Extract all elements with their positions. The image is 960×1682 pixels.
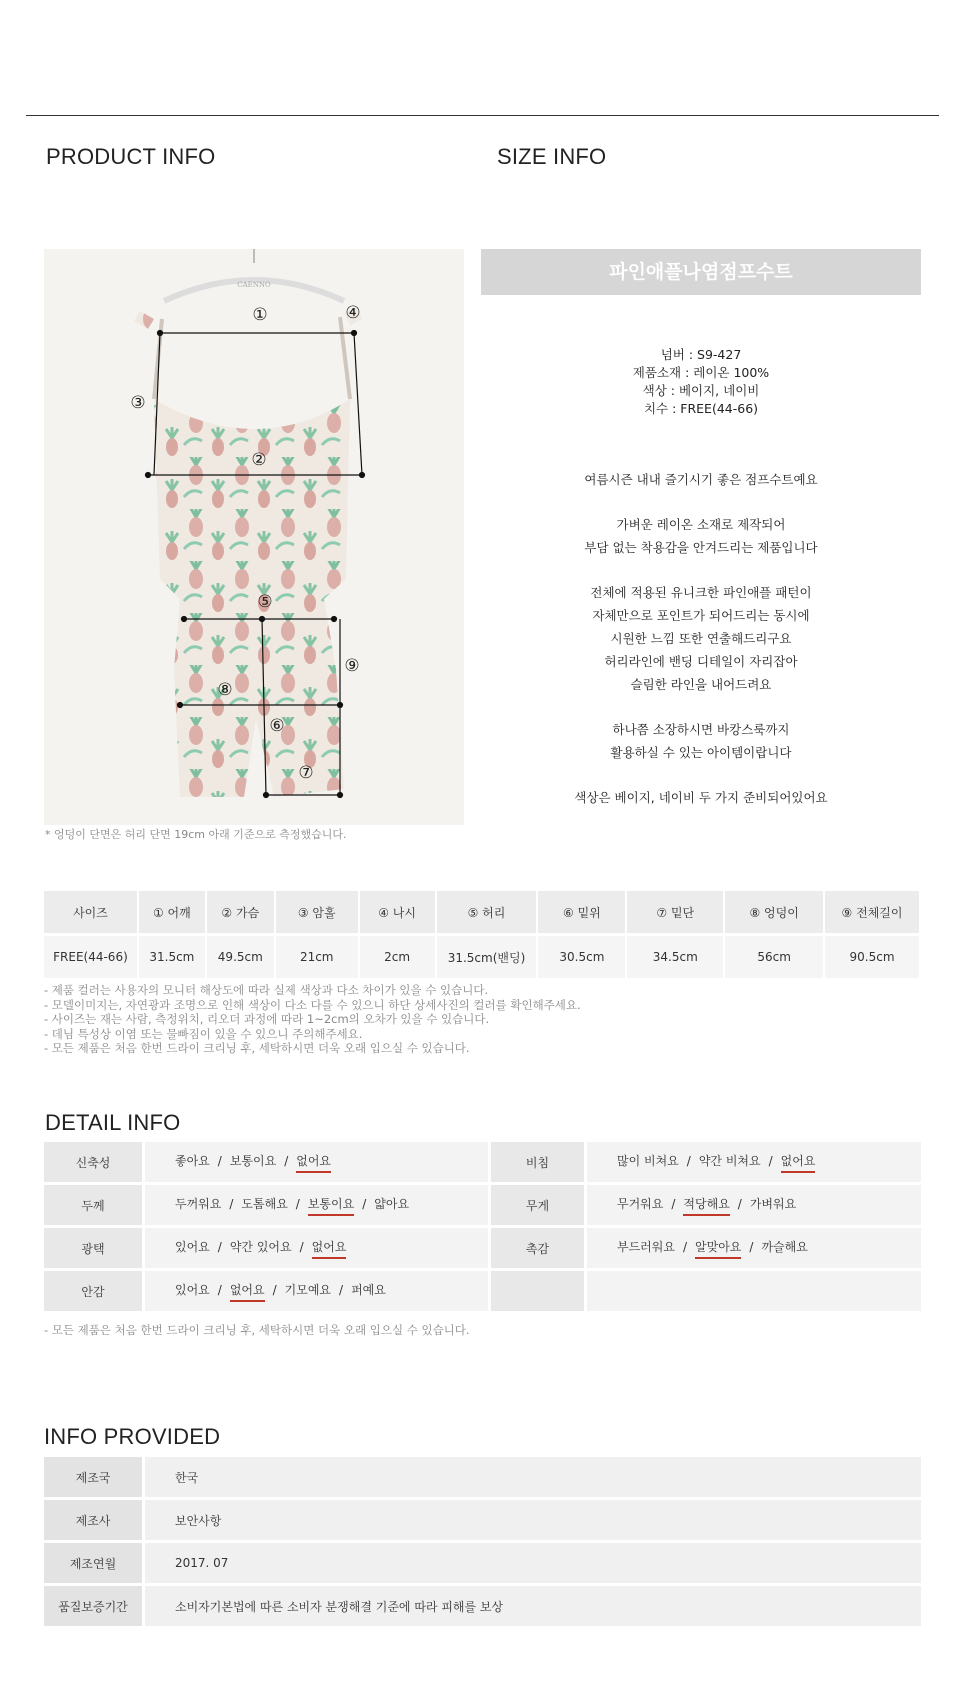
desc-line: 부담 없는 착용감을 안겨드리는 제품입니다: [584, 540, 818, 555]
info-value: 보안사항: [144, 1499, 922, 1542]
detail-option-selected: 없어요: [312, 1238, 347, 1259]
product-description: [481, 468, 921, 809]
detail-option: 두꺼워요: [175, 1196, 222, 1211]
size-cell: 90.5cm: [824, 935, 920, 979]
size-table-row: [44, 935, 920, 979]
top-divider: [26, 115, 939, 116]
detail-options-empty: [586, 1270, 922, 1313]
detail-option-selected: 없어요: [230, 1281, 265, 1302]
info-row: [44, 1585, 921, 1628]
info-row: [44, 1457, 921, 1499]
note-line: - 제품 컬러는 사용자의 모니터 해상도에 따라 실제 색상과 다소 차이가 있을 수 있습니다.: [44, 983, 489, 997]
marker-6: ⑥: [269, 716, 285, 736]
info-provided-table: [44, 1457, 921, 1629]
info-value: 2017. 07: [144, 1542, 922, 1585]
info-label: 제조국: [44, 1457, 144, 1499]
spec-color: 색상 : 베이지, 네이비: [642, 383, 760, 398]
info-value: 소비자기본법에 따른 소비자 분쟁해결 기준에 따라 피해를 보상: [144, 1585, 922, 1628]
note-line: - 모든 제품은 처음 한번 드라이 크리닝 후, 세탁하시면 더욱 오래 입으실 수 있습니다.: [44, 1041, 470, 1055]
detail-option: 많이 비쳐요: [617, 1153, 679, 1168]
size-header-cell: ⑧ 엉덩이: [724, 891, 824, 935]
spec-number: 넘버 : S9-427: [660, 347, 742, 362]
size-header-cell: ⑥ 밑위: [537, 891, 626, 935]
detail-label: 신축성: [44, 1142, 144, 1184]
detail-option: 퍼예요: [351, 1282, 386, 1297]
product-spec: [481, 346, 921, 418]
size-cell: 49.5cm: [206, 935, 275, 979]
detail-option-selected: 없어요: [781, 1152, 816, 1173]
info-label: 제조연월: [44, 1542, 144, 1585]
size-cell: 31.5cm: [138, 935, 206, 979]
size-header-cell: ⑨ 전체길이: [824, 891, 920, 935]
info-label: 품질보증기간: [44, 1585, 144, 1628]
marker-1: ①: [252, 305, 268, 325]
desc-line: 하나쯤 소장하시면 바캉스룩까지: [612, 722, 790, 737]
size-cell: 30.5cm: [537, 935, 626, 979]
size-cell: 31.5cm(밴딩): [436, 935, 538, 979]
size-header-cell: ④ 나시: [359, 891, 436, 935]
detail-label: 무게: [490, 1184, 586, 1227]
size-header-cell: ② 가슴: [206, 891, 275, 935]
product-photo: [44, 249, 464, 825]
detail-label: 비침: [490, 1142, 586, 1184]
size-header-cell: ⑦ 밑단: [626, 891, 724, 935]
marker-2: ②: [251, 450, 267, 470]
spec-size: 치수 : FREE(44-66): [643, 401, 759, 416]
size-cell: 2cm: [359, 935, 436, 979]
hanger-brand-text: CAENNO: [237, 281, 271, 289]
desc-line: 활용하실 수 있는 아이템이랍니다: [610, 745, 792, 760]
size-table-header: [44, 891, 920, 935]
detail-options: 부드러워요 / 알맞아요 / 까슬해요: [586, 1227, 922, 1270]
size-table: [44, 891, 921, 978]
detail-option: 가벼워요: [749, 1196, 797, 1211]
size-cell: FREE(44-66): [44, 935, 138, 979]
marker-5: ⑤: [257, 592, 273, 612]
detail-note: - 모든 제품은 처음 한번 드라이 크리닝 후, 세탁하시면 더욱 오래 입으실 수 있습니다.: [44, 1323, 470, 1337]
note-line: - 사이즈는 재는 사람, 측정위치, 리오더 과정에 따라 1~2cm의 오차가 있을 수 있습니다.: [44, 1012, 490, 1026]
detail-options: 좋아요 / 보통이요 / 없어요: [144, 1142, 490, 1184]
size-header-cell: ① 어깨: [138, 891, 206, 935]
note-line: - 모델이미지는, 자연광과 조명으로 인해 색상이 다소 다를 수 있으니 하단 상세사진의 컬러를 확인해주세요.: [44, 997, 581, 1012]
info-row: [44, 1542, 921, 1585]
desc-line: 슬림한 라인을 내어드려요: [630, 677, 772, 692]
detail-row: [44, 1270, 921, 1313]
desc-line: 색상은 베이지, 네이비 두 가지 준비되어있어요: [574, 790, 828, 805]
detail-options: 무거워요 / 적당해요 / 가벼워요: [586, 1184, 922, 1227]
detail-option: 약간 비쳐요: [698, 1153, 761, 1168]
detail-option: 기모예요: [284, 1282, 332, 1297]
size-header-cell: ⑤ 허리: [436, 891, 538, 935]
size-info-heading: SIZE INFO: [497, 144, 607, 169]
detail-option: 부드러워요: [617, 1239, 675, 1254]
detail-label: 촉감: [490, 1227, 586, 1270]
detail-options: 많이 비쳐요 / 약간 비쳐요 / 없어요: [586, 1142, 922, 1184]
detail-label: 안감: [44, 1270, 144, 1313]
desc-line: 허리라인에 밴딩 디테일이 자리잡아: [604, 654, 798, 669]
desc-line: 전체에 적용된 유니크한 파인애플 패턴이: [590, 585, 812, 600]
detail-option: 약간 있어요: [229, 1239, 292, 1254]
detail-label: 두께: [44, 1184, 144, 1227]
detail-option-selected: 없어요: [296, 1152, 331, 1173]
size-cell: 21cm: [275, 935, 359, 979]
desc-line: 자체만으로 포인트가 되어드리는 동시에: [592, 608, 810, 623]
info-value: 한국: [144, 1457, 922, 1499]
detail-table: [44, 1142, 921, 1314]
detail-label: 광택: [44, 1227, 144, 1270]
size-cell: 56cm: [724, 935, 824, 979]
desc-line: 가벼운 레이온 소재로 제작되어: [616, 517, 786, 532]
detail-label-empty: [490, 1270, 586, 1313]
marker-9: ⑨: [344, 656, 360, 676]
detail-option: 있어요: [175, 1239, 210, 1254]
detail-option: 도톰해요: [241, 1196, 288, 1211]
product-info-heading: PRODUCT INFO: [46, 144, 216, 169]
detail-options: 두꺼워요 / 도톰해요 / 보통이요 / 얇아요: [144, 1184, 490, 1227]
info-label: 제조사: [44, 1499, 144, 1542]
size-header-cell: ③ 암홀: [275, 891, 359, 935]
size-cell: 34.5cm: [626, 935, 724, 979]
detail-option-selected: 보통이요: [308, 1195, 354, 1216]
info-row: [44, 1499, 921, 1542]
desc-line: 시원한 느낌 또한 연출해드리구요: [610, 631, 792, 646]
detail-row: [44, 1227, 921, 1270]
detail-option: 좋아요: [175, 1153, 210, 1168]
marker-8: ⑧: [217, 680, 233, 700]
detail-option: 있어요: [175, 1282, 210, 1297]
jumpsuit-illustration: [44, 249, 464, 825]
detail-option-selected: 적당해요: [683, 1195, 729, 1216]
detail-options: 있어요 / 약간 있어요 / 없어요: [144, 1227, 490, 1270]
detail-info-heading: DETAIL INFO: [45, 1110, 181, 1135]
detail-options: 있어요 / 없어요 / 기모예요 / 퍼예요: [144, 1270, 490, 1313]
spec-material: 제품소재 : 레이온 100%: [632, 365, 770, 380]
detail-row: [44, 1184, 921, 1227]
detail-row: [44, 1142, 921, 1184]
detail-option: 까슬해요: [761, 1239, 808, 1254]
detail-option-selected: 알맞아요: [695, 1238, 741, 1259]
size-notes: [44, 983, 581, 1056]
size-header-cell: 사이즈: [44, 891, 138, 935]
detail-option: 무거워요: [617, 1196, 664, 1211]
marker-3: ③: [130, 393, 146, 413]
info-provided-heading: INFO PROVIDED: [44, 1424, 221, 1449]
marker-7: ⑦: [298, 763, 314, 783]
desc-line: 여름시즌 내내 즐기시기 좋은 점프수트예요: [584, 472, 818, 487]
note-line: - 데님 특성상 이염 또는 물빠짐이 있을 수 있으니 주의해주세요.: [44, 1026, 363, 1041]
marker-4: ④: [345, 303, 361, 323]
detail-option: 얇아요: [374, 1196, 410, 1211]
photo-note: * 엉덩이 단면은 허리 단면 19cm 아래 기준으로 측정했습니다.: [45, 828, 347, 841]
detail-option: 보통이요: [229, 1153, 277, 1168]
product-name-banner: 파인애플나염점프수트: [481, 249, 921, 295]
